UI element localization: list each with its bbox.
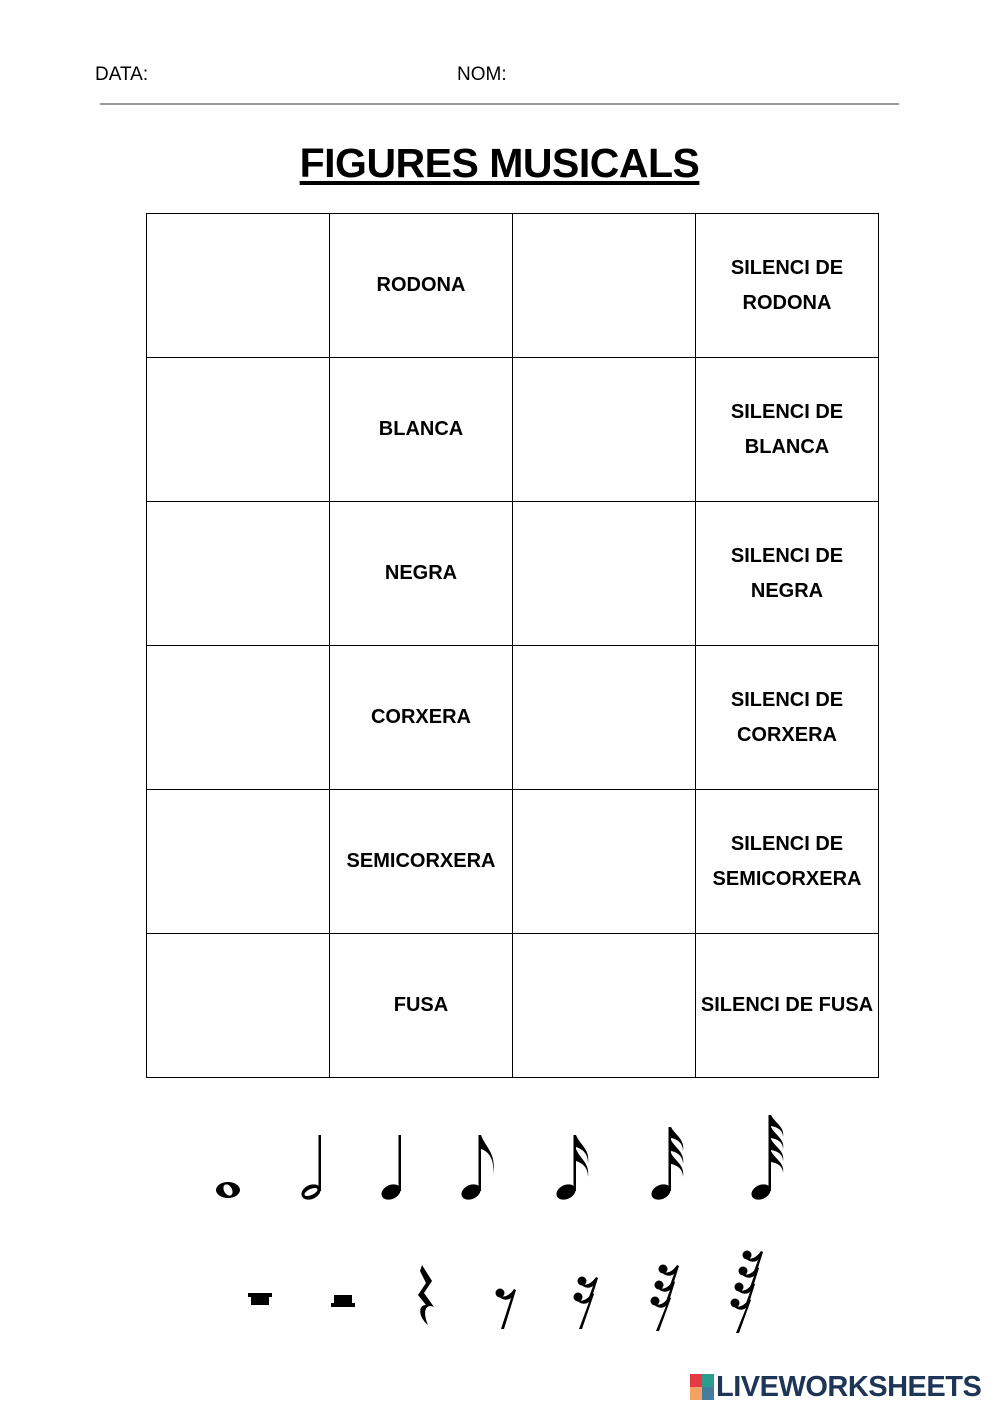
note-symbols-row	[190, 1105, 810, 1215]
silence-name-cell: SILENCI DE RODONA	[696, 214, 879, 358]
liveworksheets-logo-icon	[690, 1374, 714, 1400]
whole-rest-icon[interactable]	[245, 1245, 275, 1335]
header-divider	[100, 103, 899, 105]
whole-note-icon[interactable]	[210, 1105, 250, 1215]
silence-name-cell: SILENCI DE SEMICORXERA	[696, 790, 879, 934]
date-label: DATA:	[95, 64, 149, 85]
silence-name-cell: SILENCI DE NEGRA	[696, 502, 879, 646]
eighth-rest-icon[interactable]	[490, 1245, 520, 1335]
quarter-rest-icon[interactable]	[412, 1245, 442, 1335]
rest-symbols-row	[230, 1245, 790, 1335]
silence-name-cell: SILENCI DE BLANCA	[696, 358, 879, 502]
silence-name-cell: SILENCI DE FUSA	[696, 934, 879, 1078]
sixteenth-note-icon[interactable]	[550, 1105, 600, 1215]
table-row	[147, 790, 879, 934]
figure-name-cell: CORXERA	[330, 646, 513, 790]
thirty-second-note-icon[interactable]	[645, 1105, 695, 1215]
table-row	[147, 358, 879, 502]
half-note-icon[interactable]	[295, 1105, 335, 1215]
name-label: NOM:	[457, 64, 507, 85]
silence-drop-cell[interactable]	[513, 646, 696, 790]
brand-watermark	[690, 1372, 981, 1402]
figures-table	[146, 213, 879, 1078]
quarter-note-icon[interactable]	[375, 1105, 415, 1215]
figure-drop-cell[interactable]	[147, 934, 330, 1078]
figure-name-cell: FUSA	[330, 934, 513, 1078]
thirty-second-rest-icon[interactable]	[645, 1245, 685, 1335]
figure-drop-cell[interactable]	[147, 646, 330, 790]
figure-name-cell: RODONA	[330, 214, 513, 358]
sixteenth-rest-icon[interactable]	[568, 1245, 604, 1335]
figure-name-cell: SEMICORXERA	[330, 790, 513, 934]
sixty-fourth-rest-icon[interactable]	[725, 1245, 769, 1335]
silence-drop-cell[interactable]	[513, 214, 696, 358]
table-row	[147, 502, 879, 646]
sixty-fourth-note-icon[interactable]	[745, 1105, 795, 1215]
silence-name-cell: SILENCI DE CORXERA	[696, 646, 879, 790]
table-row	[147, 646, 879, 790]
half-rest-icon[interactable]	[328, 1245, 358, 1335]
silence-drop-cell[interactable]	[513, 790, 696, 934]
figure-drop-cell[interactable]	[147, 214, 330, 358]
table-row	[147, 934, 879, 1078]
figure-drop-cell[interactable]	[147, 790, 330, 934]
page-title: FIGURES MUSICALS	[299, 140, 700, 186]
figure-name-cell: NEGRA	[330, 502, 513, 646]
table-row	[147, 214, 879, 358]
brand-name: LIVEWORKSHEETS	[716, 1370, 982, 1403]
figure-drop-cell[interactable]	[147, 358, 330, 502]
figure-drop-cell[interactable]	[147, 502, 330, 646]
silence-drop-cell[interactable]	[513, 502, 696, 646]
silence-drop-cell[interactable]	[513, 358, 696, 502]
silence-drop-cell[interactable]	[513, 934, 696, 1078]
figure-name-cell: BLANCA	[330, 358, 513, 502]
eighth-note-icon[interactable]	[455, 1105, 505, 1215]
